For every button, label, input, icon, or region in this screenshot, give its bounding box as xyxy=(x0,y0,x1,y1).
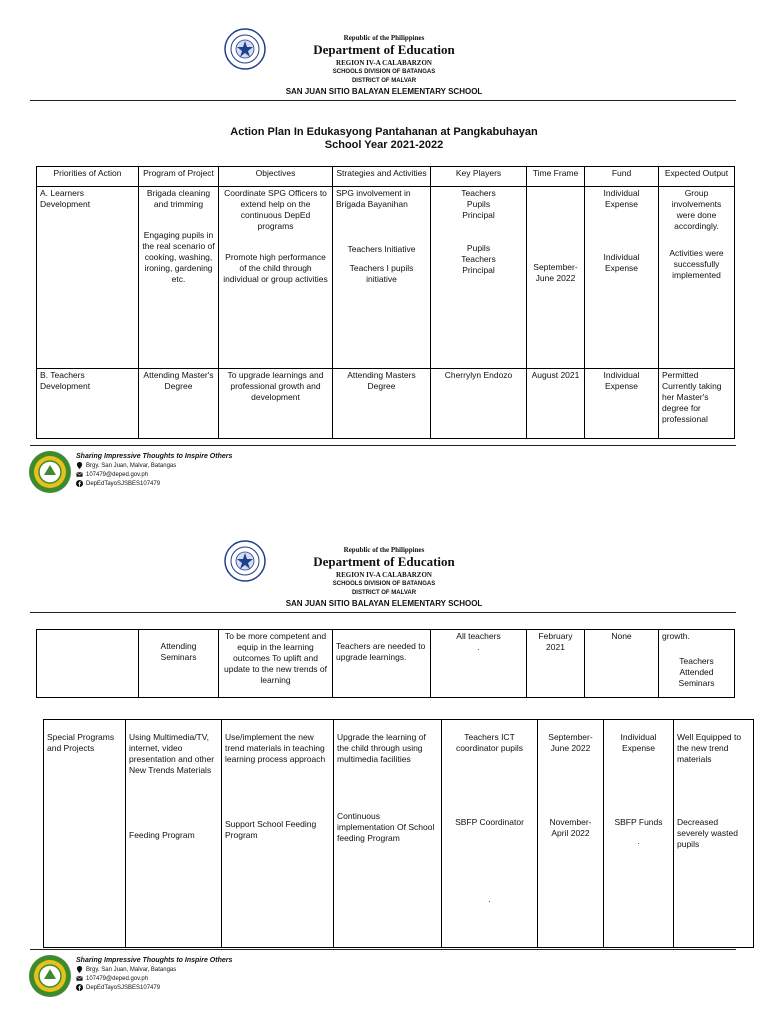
objective-item: Coordinate SPG Officers to extend help on the continuous DepEd programs xyxy=(224,188,327,231)
mail-icon xyxy=(76,471,83,478)
key-players-cell xyxy=(431,630,527,698)
time-frame-cell xyxy=(527,187,585,369)
priority-cell: B. Teachers Development xyxy=(37,369,139,439)
footer-address: Brgy. San Juan, Malvar, Batangas xyxy=(86,463,177,470)
players-item: SBFP Coordinator xyxy=(455,817,524,827)
output-item: Decreased severely wasted pupils xyxy=(677,817,738,849)
players-item: Teachers ICT coordinator pupils xyxy=(455,732,524,753)
objective-cell xyxy=(222,720,334,948)
fund-mark: . xyxy=(637,836,640,846)
document-page-2 xyxy=(0,512,768,1024)
program-cell: Attending Master's Degree xyxy=(139,369,219,439)
strategy-item: SPG involvement in Brigada Bayanihan xyxy=(336,188,411,209)
expected-output-cell xyxy=(659,187,735,369)
facebook-icon xyxy=(76,984,83,991)
plan-title: Action Plan In Edukasyong Pantahanan at Pangkabuhayan xyxy=(230,126,538,138)
program-item: Engaging pupils in the real scenario of cooking, washing, ironing, gardening etc. xyxy=(142,230,215,284)
priority-cell: A. Learners Development xyxy=(37,187,139,369)
output-item: Group involvements were done accordingly. xyxy=(671,188,722,231)
district-label: DISTRICT OF MALVAR xyxy=(351,590,417,596)
strategy-cell: Attending Masters Degree xyxy=(333,369,431,439)
program-item: Brigada cleaning and trimming xyxy=(146,188,211,209)
time-item: November- April 2022 xyxy=(549,817,592,838)
fund-cell xyxy=(585,187,659,369)
strategy-item: Teachers are needed to upgrade learnings. xyxy=(336,641,426,662)
strategy-cell xyxy=(333,630,431,698)
action-plan-table xyxy=(36,166,735,439)
program-item: Attending Seminars xyxy=(160,641,197,662)
strategy-cell xyxy=(333,187,431,369)
footer-tagline: Sharing Impressive Thoughts to Inspire Others xyxy=(76,453,233,460)
header-key-players: Key Players xyxy=(431,167,527,187)
output-item: Well Equipped to the new trend materials xyxy=(677,732,742,764)
table-row xyxy=(44,720,754,948)
header-fund: Fund xyxy=(585,167,659,187)
expected-output-cell xyxy=(674,720,754,948)
header-strategies: Strategies and Activities xyxy=(333,167,431,187)
footer-facebook: DepEdTayoSJSBES107479 xyxy=(86,481,161,488)
footer-address: Brgy. San Juan, Malvar, Batangas xyxy=(86,967,177,974)
expected-output-cell xyxy=(659,630,735,698)
fund-item: Individual Expense xyxy=(603,252,640,273)
footer-divider xyxy=(30,949,736,950)
footer-address-line xyxy=(76,966,176,973)
objective-item: Support School Feeding Program xyxy=(225,819,317,840)
footer-email-line xyxy=(76,471,148,478)
program-cell xyxy=(139,187,219,369)
header-expected-output: Expected Output xyxy=(659,167,735,187)
strategy-cell xyxy=(334,720,442,948)
region-label: REGION IV-A CALABARZON xyxy=(336,571,432,579)
strategy-item: Teachers I pupils initiative xyxy=(349,263,414,284)
footer-tagline: Sharing Impressive Thoughts to Inspire Others xyxy=(76,957,233,964)
strategy-item: Upgrade the learning of the child through using multimedia facilities xyxy=(337,732,426,764)
output-item: Teachers Attended Seminars xyxy=(678,656,715,688)
priority-cell xyxy=(37,630,139,698)
key-players-cell: Cherrylyn Endozo xyxy=(431,369,527,439)
output-item: Activities were successfully implemented xyxy=(669,248,724,280)
continued-table xyxy=(36,629,735,698)
objective-item: Promote high performance of the child through individual or group activities xyxy=(223,252,328,284)
header-program: Program of Project xyxy=(139,167,219,187)
time-item: September- June 2022 xyxy=(548,732,593,753)
footer-facebook: DepEdTayoSJSBES107479 xyxy=(86,985,161,992)
key-players-cell xyxy=(442,720,538,948)
table-header-row xyxy=(37,167,735,187)
header-divider xyxy=(30,100,736,101)
table-row xyxy=(37,369,735,439)
location-pin-icon xyxy=(76,462,83,469)
objective-cell xyxy=(219,187,333,369)
program-cell xyxy=(139,630,219,698)
special-programs-table xyxy=(43,719,754,948)
fund-cell: None xyxy=(585,630,659,698)
footer-email: 107479@deped.gov.ph xyxy=(86,976,149,983)
school-name: SAN JUAN SITIO BALAYAN ELEMENTARY SCHOOL xyxy=(285,599,483,608)
republic-label: Republic of the Philippines xyxy=(343,546,425,554)
fund-item: Individual Expense xyxy=(620,732,657,753)
time-item: September- June 2022 xyxy=(533,262,578,283)
header-divider xyxy=(30,612,736,613)
header-priorities: Priorities of Action xyxy=(37,167,139,187)
time-frame-cell xyxy=(538,720,604,948)
footer-facebook-line xyxy=(76,984,160,991)
fund-item: Individual Expense xyxy=(603,188,640,209)
objective-cell: To upgrade learnings and professional growth and development xyxy=(219,369,333,439)
table-row xyxy=(37,187,735,369)
strategy-item: Teachers Initiative xyxy=(347,244,416,254)
school-name: SAN JUAN SITIO BALAYAN ELEMENTARY SCHOOL xyxy=(285,87,483,96)
key-players-cell xyxy=(431,187,527,369)
table-row xyxy=(37,630,735,698)
players-item: Teachers Pupils Principal xyxy=(461,188,496,220)
output-item: growth. xyxy=(662,631,690,641)
fund-cell xyxy=(604,720,674,948)
school-logo-icon xyxy=(28,450,72,494)
footer-email-line xyxy=(76,975,148,982)
strategy-item: Continuous implementation Of School feeding Program xyxy=(337,811,435,843)
school-year: School Year 2021-2022 xyxy=(324,139,444,151)
header-objectives: Objectives xyxy=(219,167,333,187)
school-logo-icon xyxy=(28,954,72,998)
region-label: REGION IV-A CALABARZON xyxy=(336,59,432,67)
department-title: Department of Education xyxy=(313,554,455,569)
footer-facebook-line xyxy=(76,480,160,487)
department-title: Department of Education xyxy=(313,42,455,57)
division-label: SCHOOLS DIVISION OF BATANGAS xyxy=(332,69,436,75)
division-label: SCHOOLS DIVISION OF BATANGAS xyxy=(332,581,436,587)
header-time-frame: Time Frame xyxy=(527,167,585,187)
fund-item: SBFP Funds xyxy=(614,817,663,827)
objective-cell: To be more competent and equip in the learning outcomes To uplift and update to the new trends of learning xyxy=(219,630,333,698)
facebook-icon xyxy=(76,480,83,487)
priority-cell: Special Programs and Projects xyxy=(44,720,126,948)
fund-cell: Individual Expense xyxy=(585,369,659,439)
objective-item: Use/implement the new trend materials in teaching learning process approach xyxy=(225,732,326,764)
players-mark: . xyxy=(477,642,480,652)
program-item: Feeding Program xyxy=(129,830,195,840)
time-frame-cell: August 2021 xyxy=(527,369,585,439)
players-item: Pupils Teachers Principal xyxy=(461,243,496,275)
republic-label: Republic of the Philippines xyxy=(343,34,425,42)
program-item: Using Multimedia/TV, internet, video presentation and other New Trends Materials xyxy=(129,732,215,775)
time-frame-cell: February 2021 xyxy=(527,630,585,698)
expected-output-cell: Permitted Currently taking her Master's degree for professional xyxy=(659,369,735,439)
players-mark: . xyxy=(488,894,491,904)
program-cell xyxy=(126,720,222,948)
location-pin-icon xyxy=(76,966,83,973)
footer-email: 107479@deped.gov.ph xyxy=(86,472,149,479)
players-item: All teachers xyxy=(456,631,501,641)
footer-address-line xyxy=(76,462,176,469)
footer-divider xyxy=(30,445,736,446)
district-label: DISTRICT OF MALVAR xyxy=(351,78,417,84)
mail-icon xyxy=(76,975,83,982)
